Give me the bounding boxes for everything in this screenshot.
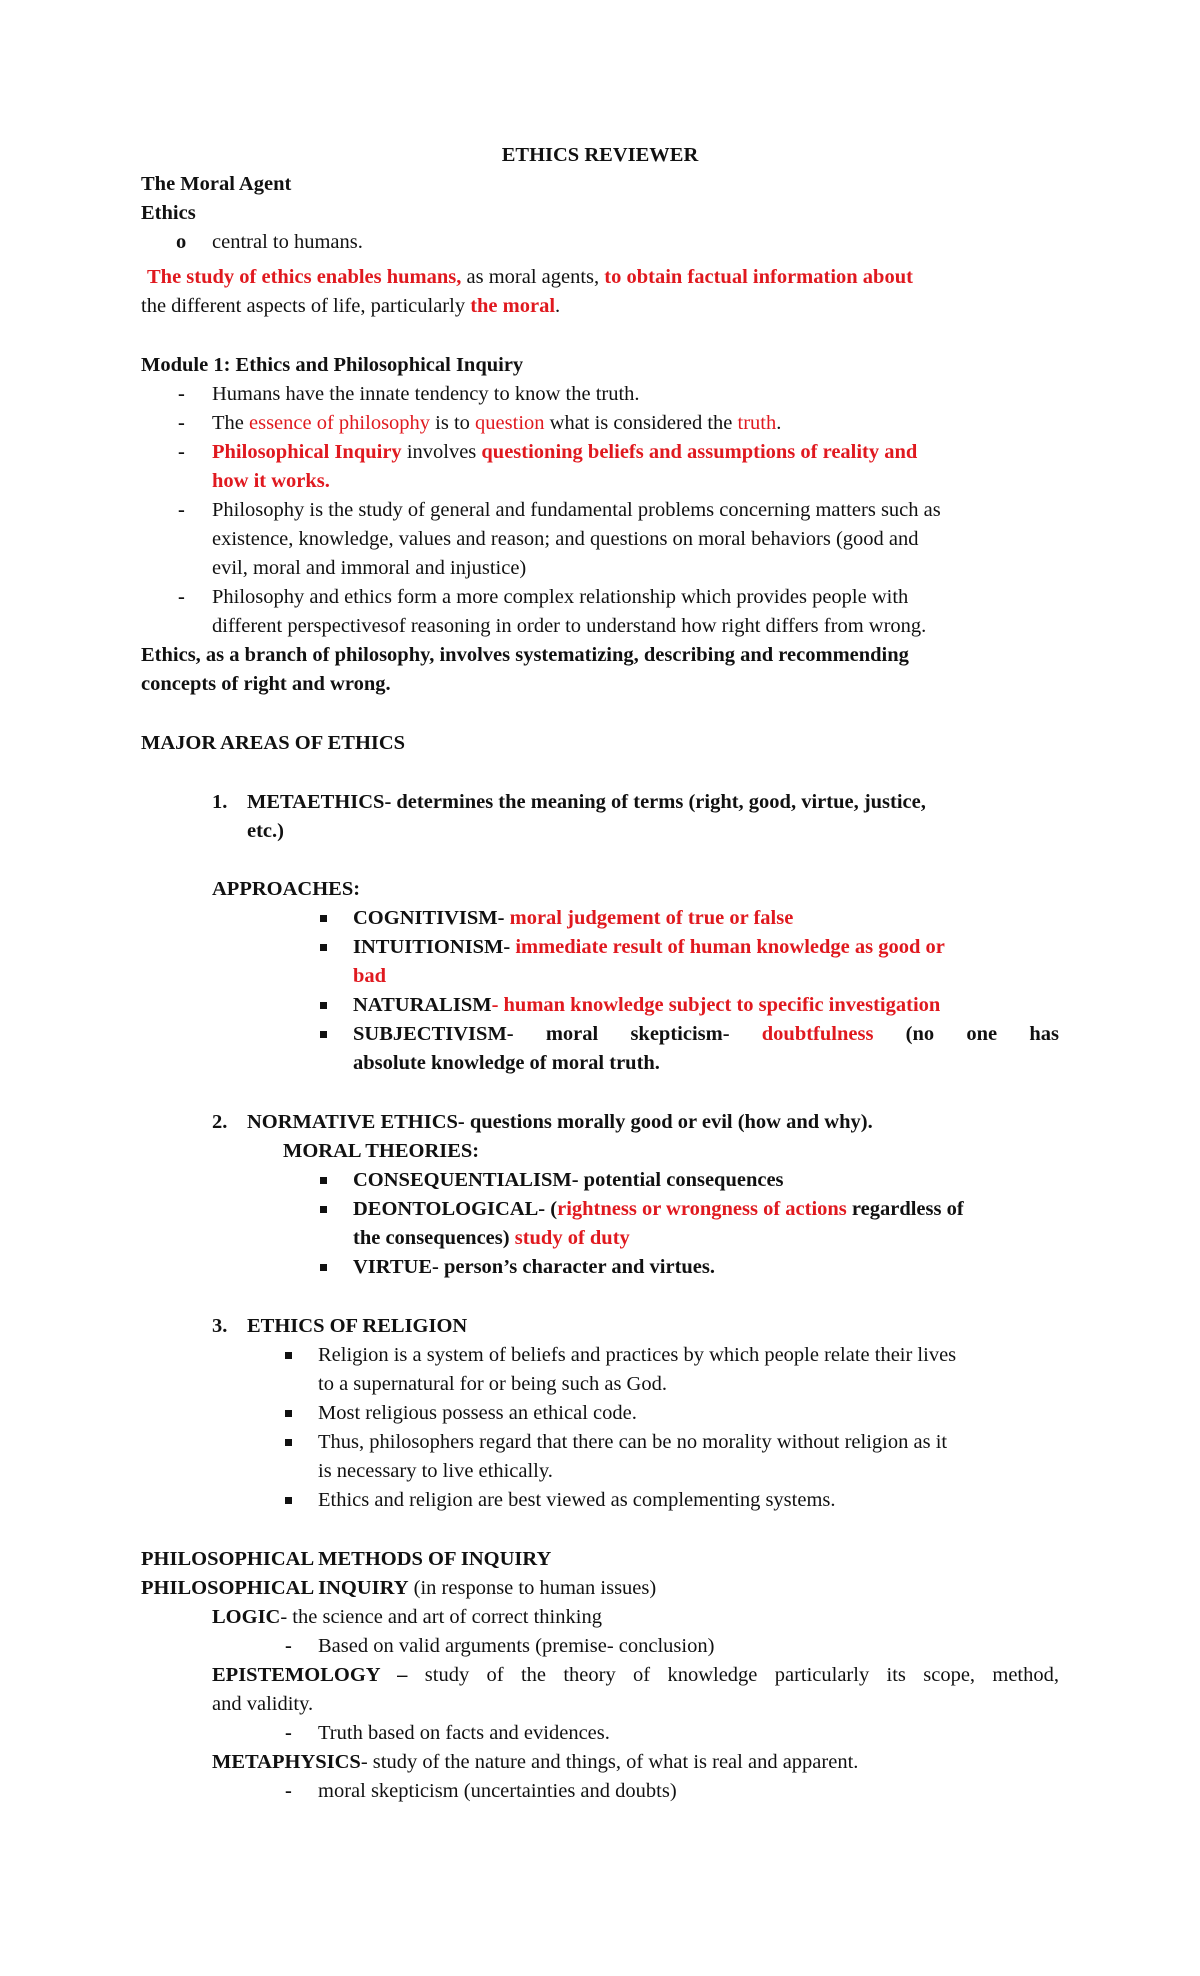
list-item: Most religious possess an ethical code. — [318, 1402, 637, 1424]
list-item-continued: bad — [353, 965, 387, 987]
approaches-label: APPROACHES: — [212, 878, 361, 900]
term: NATURALISM — [353, 994, 492, 1016]
text: regardless of — [846, 1198, 964, 1220]
term: EPISTEMOLOGY – — [212, 1664, 408, 1686]
square-bullet — [320, 1031, 327, 1038]
list-item: VIRTUE- person’s character and virtues. — [353, 1256, 715, 1278]
list-item — [353, 1195, 964, 1224]
square-bullet — [285, 1410, 292, 1417]
section-subtitle-ethics: Ethics — [141, 202, 196, 224]
theories-label: MORAL THEORIES: — [283, 1140, 480, 1162]
dash-bullet: - — [178, 383, 185, 405]
highlight-text: truth — [737, 412, 777, 434]
text: what is considered the — [544, 412, 738, 434]
highlight-text: rightness or wrongness of actions — [557, 1198, 847, 1220]
list-item: Humans have the innate tendency to know the truth. — [212, 383, 640, 405]
square-bullet — [285, 1352, 292, 1359]
dash-bullet: - — [285, 1635, 292, 1657]
list-item: moral skepticism (uncertainties and doubts) — [318, 1780, 677, 1802]
highlight-text: immediate result of human knowledge as good or — [510, 936, 945, 958]
dash-bullet: - — [178, 586, 185, 608]
area-heading: METAETHICS- determines the meaning of terms (right, good, virtue, justice, — [247, 791, 926, 813]
area-heading-continued: etc.) — [247, 820, 284, 842]
list-item: Truth based on facts and evidences. — [318, 1722, 610, 1744]
text: study of the theory of knowledge particularly its scope, method, — [424, 1664, 1060, 1686]
list-item: Philosophy is the study of general and fundamental problems concerning matters such as — [212, 499, 941, 521]
list-number: 3. — [212, 1315, 228, 1337]
text: as moral agents, — [461, 266, 605, 288]
circle-bullet: o — [176, 231, 187, 253]
square-bullet — [285, 1439, 292, 1446]
term: SUBJECTIVISM- moral skepticism- — [353, 1023, 730, 1045]
text: the consequences) — [353, 1227, 510, 1249]
intro-paragraph-line — [141, 292, 560, 321]
intro-paragraph-line — [147, 263, 913, 292]
list-item-continued: to a supernatural for or being such as God. — [318, 1373, 667, 1395]
highlight-text: questioning beliefs and assumptions of reality and — [481, 441, 918, 463]
method-item-continued: and validity. — [212, 1693, 314, 1715]
text: (in response to human issues) — [408, 1577, 657, 1599]
highlight-text: Philosophical Inquiry — [212, 441, 402, 463]
list-item-continued — [353, 1224, 630, 1253]
square-bullet — [320, 1177, 327, 1184]
method-item — [212, 1661, 1059, 1690]
list-item-continued: absolute knowledge of moral truth. — [353, 1052, 660, 1074]
term: INTUITIONISM- — [353, 936, 511, 958]
text: involves — [401, 441, 482, 463]
area-heading: NORMATIVE ETHICS- questions morally good or evil (how and why). — [247, 1111, 873, 1133]
list-item-continued: evil, moral and immoral and injustice) — [212, 557, 527, 579]
term: LOGIC — [212, 1606, 281, 1628]
text: - study of the nature and things, of what is real and apparent. — [360, 1751, 859, 1773]
highlight-text: - human knowledge subject to specific investigation — [491, 994, 941, 1016]
highlight-text: moral judgement of true or false — [504, 907, 794, 929]
square-bullet — [320, 944, 327, 951]
square-bullet — [285, 1497, 292, 1504]
section-heading: PHILOSOPHICAL METHODS OF INQUIRY — [141, 1548, 552, 1570]
area-heading: ETHICS OF RELIGION — [247, 1315, 468, 1337]
dash-bullet: - — [178, 412, 185, 434]
section-heading: MAJOR AREAS OF ETHICS — [141, 732, 406, 754]
list-item — [353, 1020, 1059, 1049]
square-bullet — [320, 1264, 327, 1271]
square-bullet — [320, 1206, 327, 1213]
text: . — [555, 295, 561, 317]
list-item-continued: is necessary to live ethically. — [318, 1460, 553, 1482]
list-item: central to humans. — [212, 231, 363, 253]
text: - the science and art of correct thinking — [280, 1606, 602, 1628]
list-item: Thus, philosophers regard that there can be no morality without religion as it — [318, 1431, 948, 1453]
square-bullet — [320, 1002, 327, 1009]
dash-bullet: - — [178, 499, 185, 521]
text: (no one has — [905, 1023, 1059, 1045]
list-item: Ethics and religion are best viewed as complementing systems. — [318, 1489, 836, 1511]
highlight-text: study of duty — [509, 1227, 630, 1249]
term: COGNITIVISM- — [353, 907, 505, 929]
section-subtitle-moral-agent: The Moral Agent — [141, 173, 292, 195]
list-item — [212, 409, 781, 438]
highlight-text: to obtain factual information about — [604, 266, 913, 288]
highlight-text: doubtfulness — [761, 1023, 874, 1045]
term: PHILOSOPHICAL INQUIRY — [141, 1577, 409, 1599]
dash-bullet: - — [178, 441, 185, 463]
list-item — [353, 933, 945, 962]
list-item — [353, 991, 940, 1020]
list-item — [212, 438, 917, 467]
list-item: Based on valid arguments (premise- conclusion) — [318, 1635, 715, 1657]
method-item — [212, 1603, 602, 1632]
list-number: 1. — [212, 791, 228, 813]
dash-bullet: - — [285, 1722, 292, 1744]
list-item — [353, 904, 793, 933]
module-heading: Module 1: Ethics and Philosophical Inquiry — [141, 354, 524, 376]
page-title: ETHICS REVIEWER — [501, 144, 699, 166]
square-bullet — [320, 915, 327, 922]
summary-text: concepts of right and wrong. — [141, 673, 391, 695]
highlight-text: the moral — [470, 295, 556, 317]
list-item-continued: how it works. — [212, 470, 330, 492]
summary-text: Ethics, as a branch of philosophy, involves systematizing, describing and recommending — [141, 644, 909, 666]
highlight-text: essence of philosophy — [249, 412, 431, 434]
list-item: CONSEQUENTIALISM- potential consequences — [353, 1169, 784, 1191]
text: . — [776, 412, 782, 434]
subsection-heading — [141, 1574, 656, 1603]
highlight-text: question — [475, 412, 545, 434]
term: DEONTOLOGICAL- ( — [353, 1198, 558, 1220]
list-item: Philosophy and ethics form a more complex relationship which provides people with — [212, 586, 909, 608]
text: is to — [430, 412, 476, 434]
text: the different aspects of life, particularly — [141, 295, 471, 317]
list-item-continued: different perspectivesof reasoning in order to understand how right differs from wrong. — [212, 615, 927, 637]
list-number: 2. — [212, 1111, 228, 1133]
list-item-continued: existence, knowledge, values and reason; and questions on moral behaviors (good and — [212, 528, 919, 550]
dash-bullet: - — [285, 1780, 292, 1802]
list-item: Religion is a system of beliefs and practices by which people relate their lives — [318, 1344, 957, 1366]
highlight-text: The study of ethics enables humans, — [147, 266, 462, 288]
method-item — [212, 1748, 858, 1777]
text: The — [212, 412, 249, 434]
term: METAPHYSICS — [212, 1751, 361, 1773]
